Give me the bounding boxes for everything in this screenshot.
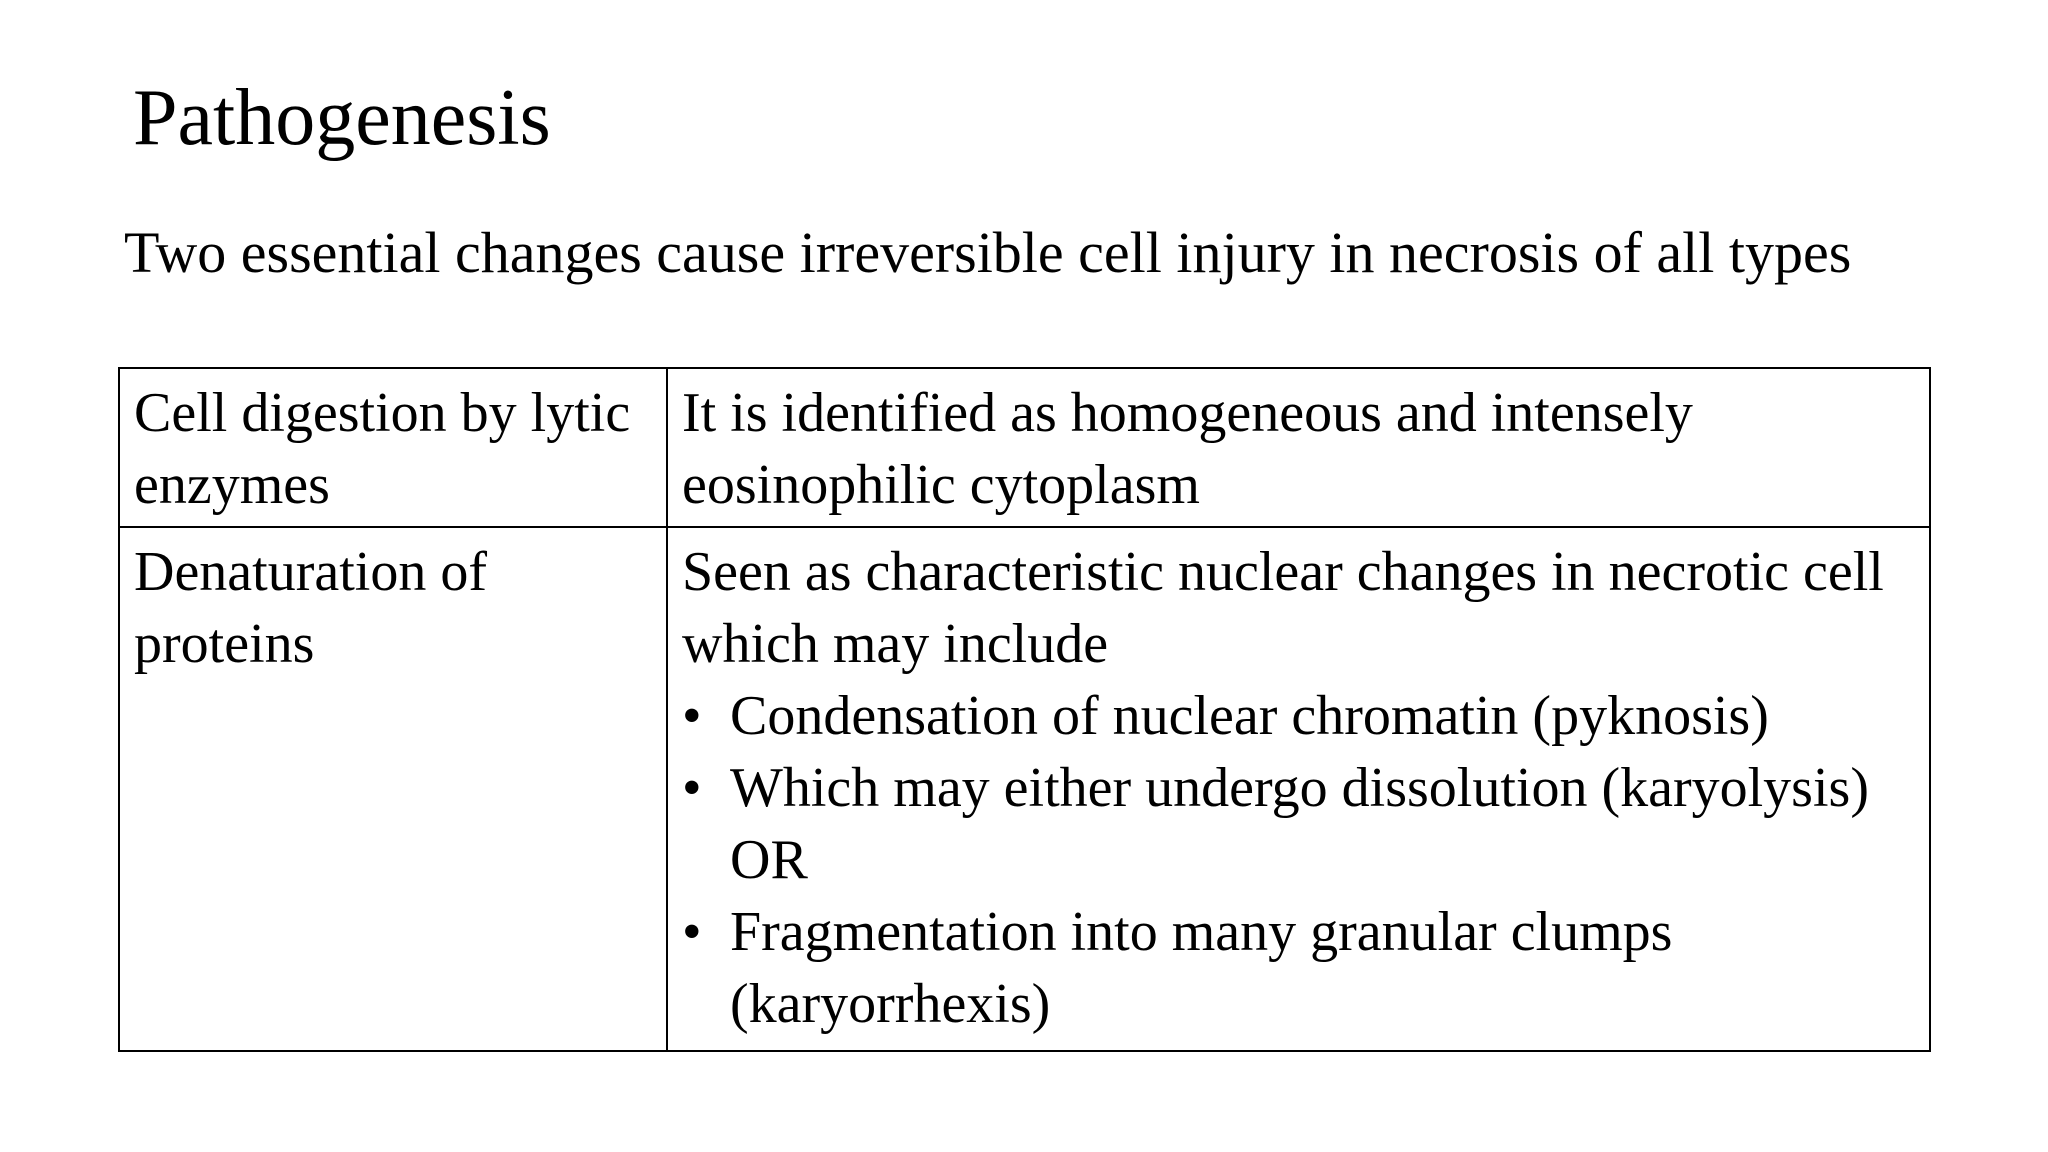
table-row [119,368,1930,527]
list-item [682,896,1915,1040]
list-item-text: Which may either undergo dissolution (karyolysis) OR [730,757,1869,891]
list-item [682,680,1915,752]
slide-title: Pathogenesis [133,74,551,162]
description-text: Seen as characteristic nuclear changes in necrotic cell which may include [682,541,1884,675]
bullet-icon: • [682,685,702,747]
table-row [119,527,1930,1051]
slide-subtitle: Two essential changes cause irreversible cell injury in necrosis of all types [124,220,1852,285]
mechanism-text: Cell digestion by lytic enzymes [134,382,631,516]
mechanism-text: Denaturation of proteins [134,541,487,675]
mechanism-cell [119,368,667,527]
list-item [682,752,1915,896]
mechanism-cell [119,527,667,1051]
description-text: It is identified as homogeneous and intensely eosinophilic cytoplasm [682,382,1693,516]
description-cell [667,527,1930,1051]
bullet-icon: • [682,757,702,819]
list-item-text: Fragmentation into many granular clumps (karyorrhexis) [730,901,1673,1035]
bullet-icon: • [682,901,702,963]
list-item-text: Condensation of nuclear chromatin (pyknosis) [730,685,1769,747]
description-cell [667,368,1930,527]
nuclear-changes-list [682,680,1915,1040]
pathogenesis-table [118,367,1931,1052]
